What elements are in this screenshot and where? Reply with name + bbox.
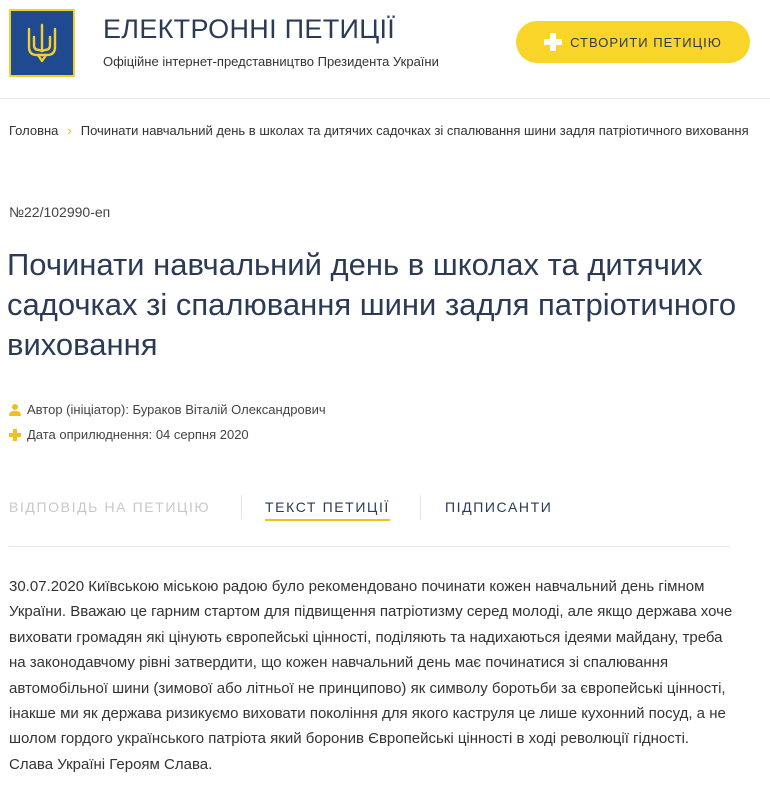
tabs-divider xyxy=(9,546,730,547)
tab-answer[interactable]: ВІДПОВІДЬ НА ПЕТИЦІЮ xyxy=(9,499,211,515)
petition-tabs xyxy=(0,495,730,525)
plus-icon xyxy=(9,429,21,441)
site-subtitle: Офіційне інтернет-представництво Президента України xyxy=(103,54,439,69)
user-icon xyxy=(9,404,21,416)
breadcrumb xyxy=(9,120,770,140)
tab-signers[interactable]: ПІДПИСАНТИ xyxy=(445,499,553,515)
tab-petition-text[interactable]: ТЕКСТ ПЕТИЦІЇ xyxy=(265,499,390,521)
petition-author xyxy=(9,402,326,417)
tab-divider xyxy=(241,495,242,519)
plus-icon xyxy=(544,33,562,51)
create-petition-button[interactable] xyxy=(516,21,750,63)
create-petition-label: СТВОРИТИ ПЕТИЦІЮ xyxy=(570,34,722,50)
petition-number: №22/102990-еп xyxy=(9,204,111,220)
trident-coat-of-arms-icon xyxy=(25,23,59,63)
header-divider xyxy=(0,98,770,99)
breadcrumb-current: Починати навчальний день в школах та дитячих садочках зі спалювання шини задля патріотичного виховання xyxy=(80,122,749,138)
date-text: Дата оприлюднення: 04 серпня 2020 xyxy=(27,427,249,442)
site-title[interactable]: ЕЛЕКТРОННІ ПЕТИЦІЇ xyxy=(103,14,396,44)
author-text: Автор (ініціатор): Бураков Віталій Олександрович xyxy=(27,402,326,417)
petition-body-text: 30.07.2020 Київською міською радою було рекомендовано починати кожен навчальний день гімном України. Вважаю це гарним стартом для підвищення патріотизму серед молоді, але якщо держава хоче виховати громадян які цінують європейські цінності, поділяють та надихаються ідеями майдану, треба на законодавчому рівні затвердити, що кожен навчальний день має починатися зі спалювання автомобільної шини (зимової або літньої не принципово) як символу боротьби за європейські цінності, інакше ми як держава ризикуємо виховати покоління для якого каструля це лише кухонний посуд, а не шолом гордого українського патріота який боронив Європейські цінності в ході революції гідності. Слава Україні Героям Слава. xyxy=(9,578,733,773)
tab-divider xyxy=(420,495,421,519)
breadcrumb-home-link[interactable]: Головна xyxy=(9,122,59,138)
site-header xyxy=(0,0,770,98)
chevron-right-icon: › xyxy=(67,122,72,138)
petition-title: Починати навчальний день в школах та дитячих садочках зі спалювання шини задля патріотичного виховання xyxy=(7,247,737,362)
trident-logo-icon[interactable] xyxy=(9,9,75,77)
petition-date xyxy=(9,427,249,442)
